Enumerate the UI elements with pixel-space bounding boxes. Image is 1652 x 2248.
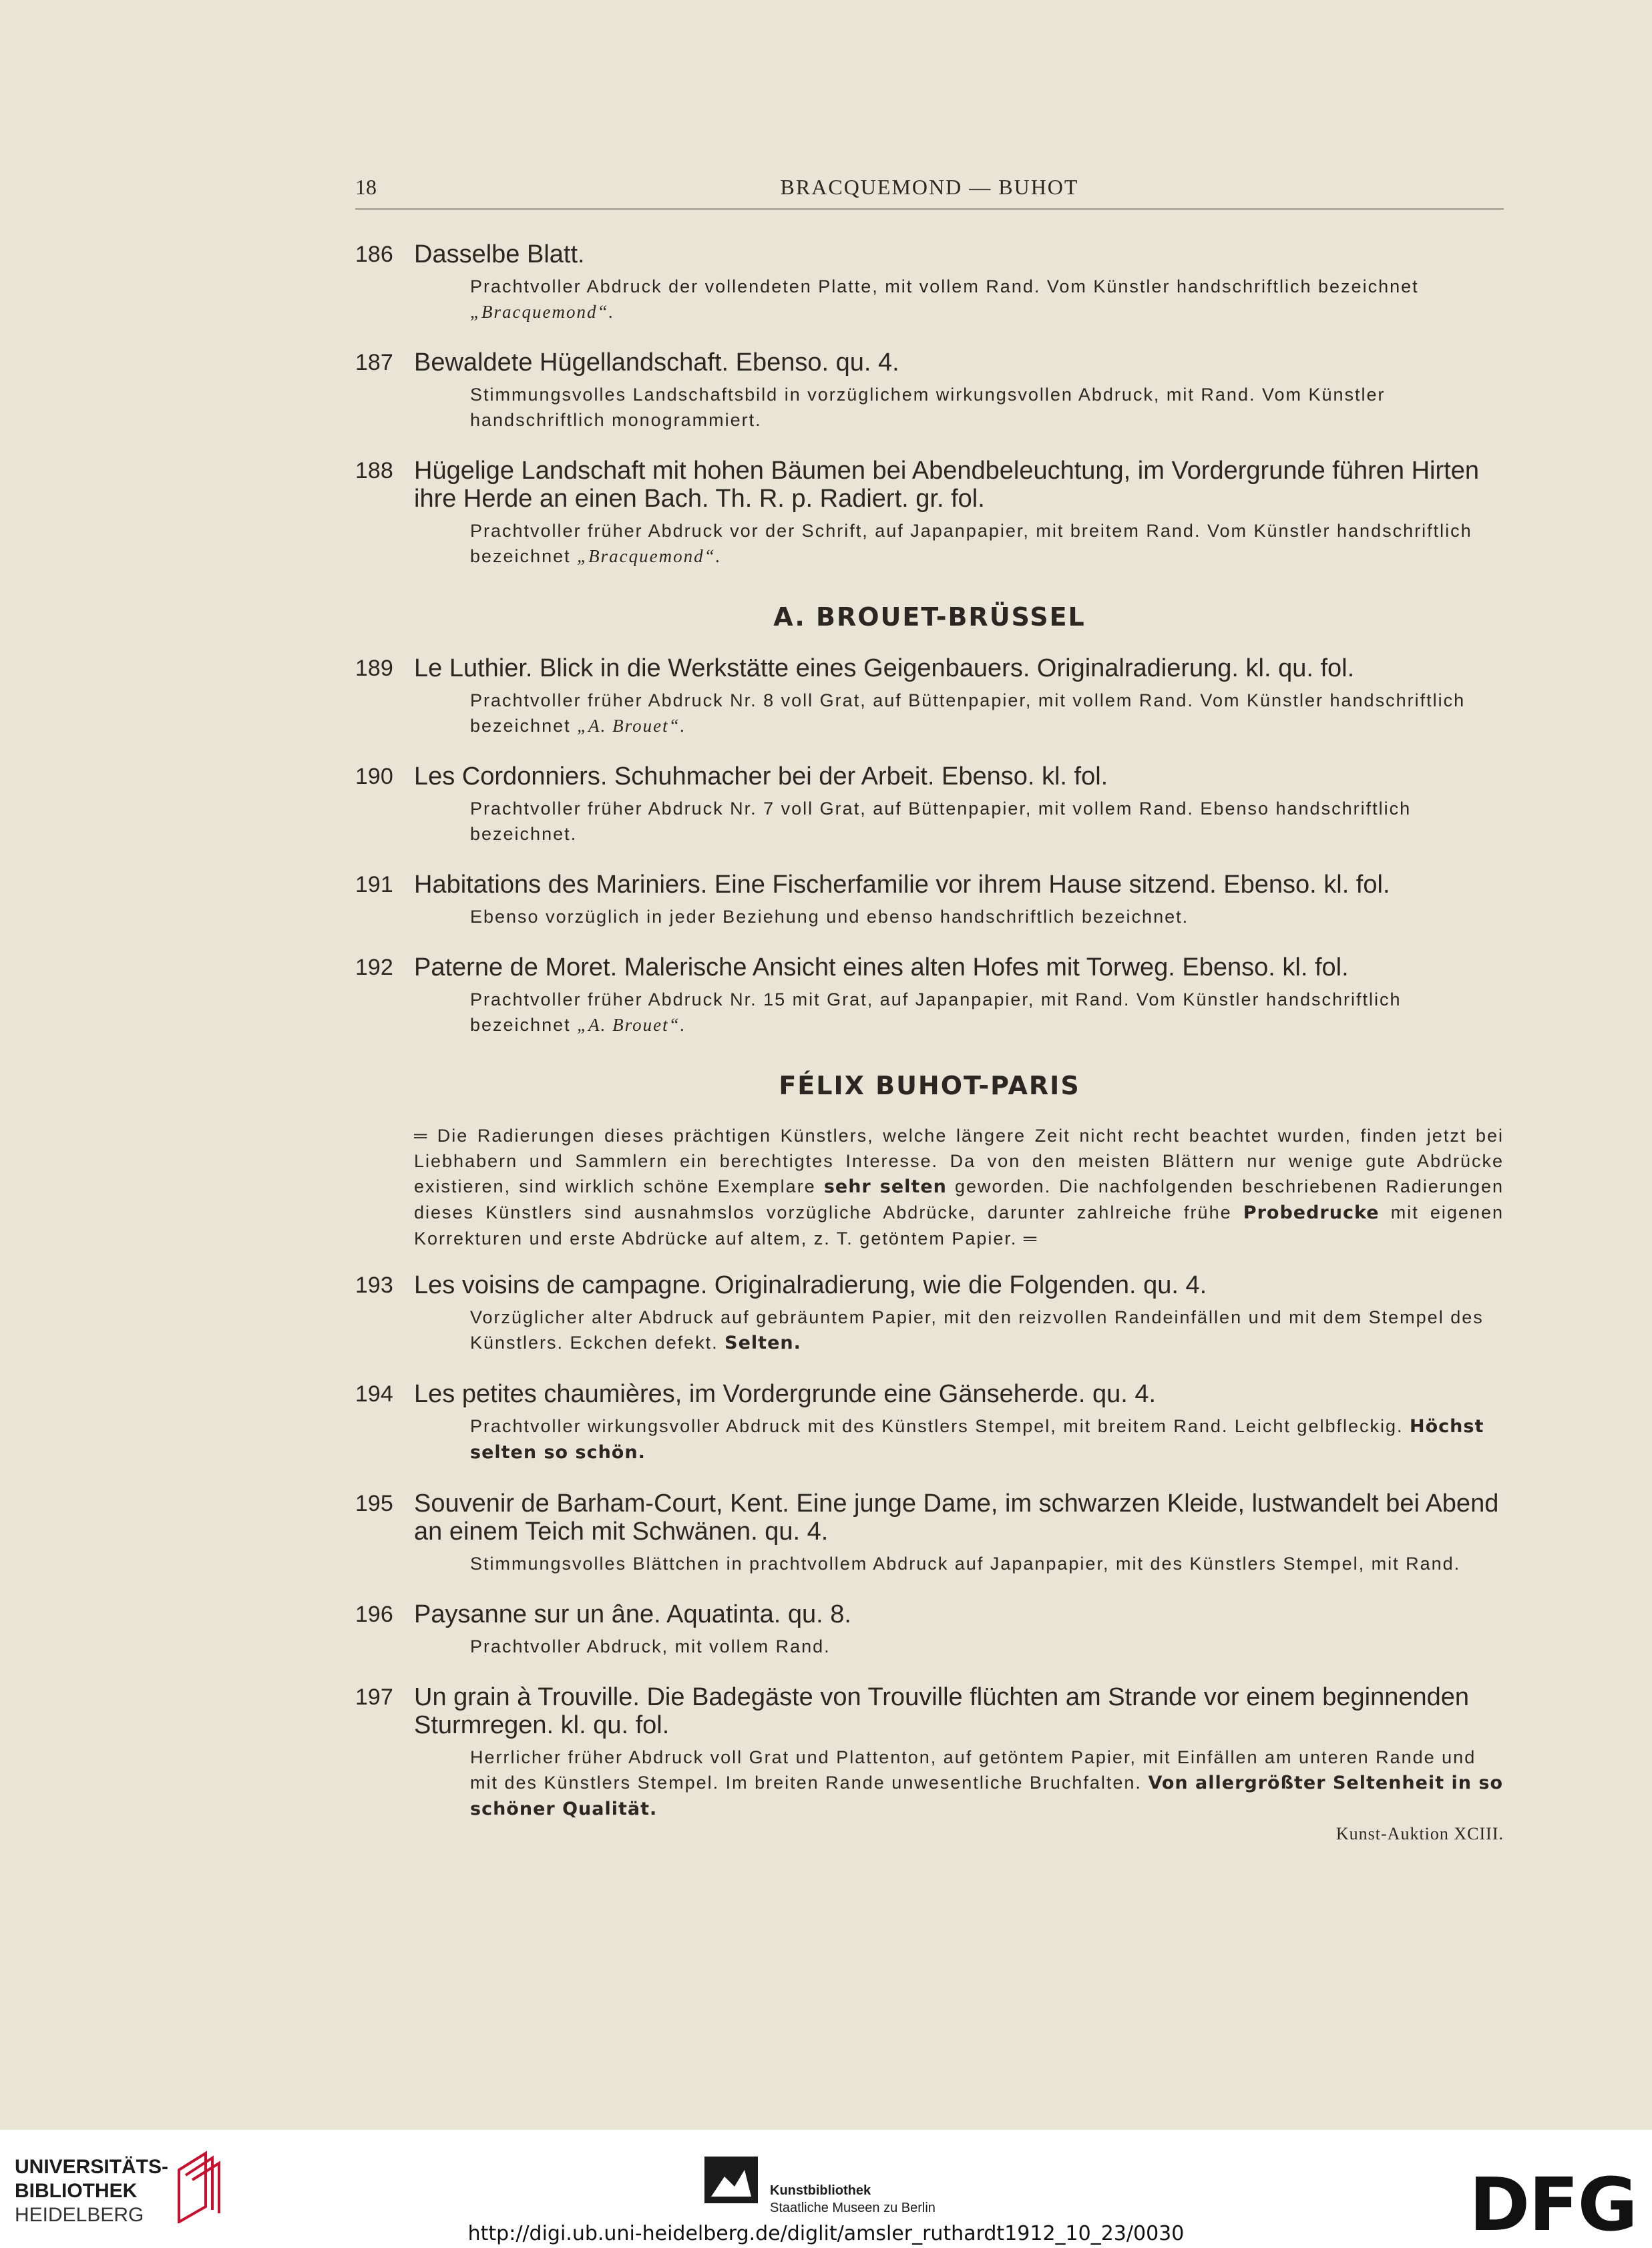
entries-brouet <box>355 654 1504 1038</box>
kunstbibliothek-logo[interactable] <box>704 2157 936 2215</box>
emphasis-text: Selten. <box>725 1333 801 1353</box>
entry-title: Un grain à Trouville. Die Badegäste von Trouville flüchten am Strande vor einem beginnenden Sturmregen. kl. qu. fol. <box>414 1683 1470 1739</box>
entry-description <box>470 1551 1504 1576</box>
entry-description <box>470 1413 1504 1466</box>
viewer-footer-bar <box>0 2130 1652 2248</box>
emphasis-text: Probedrucke <box>1243 1202 1380 1223</box>
catalog-entry <box>355 1271 1504 1356</box>
note-text: Prachtvoller Abdruck, mit vollem Rand. <box>470 1636 831 1656</box>
entry-number: 187 <box>355 350 393 375</box>
entry-number: 190 <box>355 764 393 789</box>
entry-description <box>470 1634 1504 1659</box>
entry-number: 186 <box>355 242 393 267</box>
entry-number: 189 <box>355 656 393 681</box>
ub-heidelberg-logo[interactable] <box>15 2143 235 2226</box>
ub-line2: BIBLIOTHEK <box>15 2180 138 2202</box>
entry-number: 193 <box>355 1273 393 1298</box>
note-text: Prachtvoller früher Abdruck Nr. 7 voll Grat, auf Büttenpapier, mit vollem Rand. Ebenso handschriftlich bezeichnet. <box>470 799 1412 844</box>
page-number: 18 <box>355 175 377 199</box>
catalog-entry <box>355 871 1504 929</box>
entry-title: Bewaldete Hügellandschaft. Ebenso. qu. 4. <box>414 349 899 377</box>
entry-description <box>470 1745 1504 1822</box>
entry-number: 191 <box>355 872 393 897</box>
catalog-entry <box>355 240 1504 324</box>
entry-title: Les Cordonniers. Schuhmacher bei der Arbeit. Ebenso. kl. fol. <box>414 762 1108 791</box>
catalog-entry <box>355 953 1504 1038</box>
entry-number: 196 <box>355 1602 393 1627</box>
note-text: ═ Die Radierungen dieses prächtigen Künstlers, welche längere Zeit nicht recht beachtet wurden, finden jetzt bei Liebhabern und Sammlern ein berechtigtes Interesse. Da von den meisten Blättern nur wenige gute Abdrücke existieren, sind wirklich schöne Exemplare <box>414 1126 1504 1196</box>
entry-number: 197 <box>355 1684 393 1710</box>
entry-number: 194 <box>355 1381 393 1407</box>
buhot-intro-paragraph <box>414 1123 1504 1251</box>
entry-title: Les petites chaumières, im Vordergrunde eine Gänseherde. qu. 4. <box>414 1380 1157 1408</box>
signature-text: „A. Brouet“. <box>577 716 686 736</box>
entry-title: Hügelige Landschaft mit hohen Bäumen bei Abendbeleuchtung, im Vordergrunde führen Hirten ihre Herde an einen Bach. Th. R. p. Radiert. gr. fol. <box>414 457 1479 513</box>
kunstbibliothek-text <box>770 2182 936 2217</box>
catalog-entry <box>355 1600 1504 1659</box>
dfg-logo[interactable]: DFG <box>1469 2162 1637 2247</box>
catalog-entry <box>355 349 1504 433</box>
note-text: Herrlicher früher Abdruck voll Grat und Plattenton, auf getöntem Papier, mit Einfällen am unteren Rande und mit des Künstlers Stempel. Im breiten Rande unwesentliche Bruchfalten. <box>470 1747 1476 1793</box>
entries-bracquemond <box>355 240 1504 569</box>
catalog-content <box>355 240 1504 1846</box>
entry-number: 192 <box>355 955 393 980</box>
entry-title: Dasselbe Blatt. <box>414 240 585 268</box>
emphasis-text: Höchst selten so schön. <box>470 1416 1484 1463</box>
catalog-entry <box>355 457 1504 569</box>
signature-line: Kunst-Auktion XCIII. <box>1335 1824 1504 1843</box>
section-heading-brouet: A. BROUET-BRÜSSEL <box>773 602 1086 632</box>
entry-description <box>470 382 1504 433</box>
kb-line1: Kunstbibliothek <box>770 2183 871 2198</box>
signature-text: „Bracquemond“. <box>470 302 615 322</box>
permalink-url[interactable]: http://digi.ub.uni-heidelberg.de/diglit/amsler_ruthardt1912_10_23/0030 <box>467 2222 1185 2245</box>
running-title: BRACQUEMOND — BUHOT <box>780 175 1079 199</box>
entry-title: Souvenir de Barham-Court, Kent. Eine junge Dame, im schwarzen Kleide, lustwandelt bei Abend an einem Teich mit Schwänen. qu. 4. <box>414 1490 1499 1546</box>
entry-title: Paterne de Moret. Malerische Ansicht eines alten Hofes mit Torweg. Ebenso. kl. fol. <box>414 953 1349 981</box>
emphasis-text: Von allergrößter Seltenheit in so schöner Qualität. <box>470 1773 1503 1819</box>
catalog-entry <box>355 762 1504 847</box>
catalog-entry <box>355 654 1504 738</box>
note-text: Stimmungsvolles Blättchen in prachtvollem Abdruck auf Japanpapier, mit des Künstlers Stempel, mit Rand. <box>470 1554 1461 1574</box>
kunstbibliothek-logo-icon <box>704 2157 758 2203</box>
signature-text: „A. Brouet“. <box>577 1015 686 1035</box>
note-text: Prachtvoller früher Abdruck Nr. 8 voll Grat, auf Büttenpapier, mit vollem Rand. Vom Künstler handschriftlich bezeichnet <box>470 690 1466 736</box>
kb-line2: Staatliche Museen zu Berlin <box>770 2201 936 2215</box>
entry-description <box>470 1305 1504 1356</box>
entry-description <box>470 688 1504 738</box>
entry-title: Le Luthier. Blick in die Werkstätte eines Geigenbauers. Originalradierung. kl. qu. fol. <box>414 654 1355 682</box>
note-text: Prachtvoller früher Abdruck Nr. 15 mit Grat, auf Japanpapier, mit Rand. Vom Künstler handschriftlich bezeichnet <box>470 989 1402 1035</box>
catalog-entry <box>355 1683 1504 1822</box>
note-text: Vorzüglicher alter Abdruck auf gebräuntem Papier, mit den reizvollen Randeinfällen und mit dem Stempel des Künstlers. Eckchen defekt. <box>470 1307 1484 1353</box>
entries-buhot <box>355 1271 1504 1822</box>
note-text: Prachtvoller Abdruck der vollendeten Platte, mit vollem Rand. Vom Künstler handschriftlich bezeichnet <box>470 276 1419 296</box>
entry-description <box>470 796 1504 847</box>
entry-description <box>470 904 1504 929</box>
section-heading-buhot: FÉLIX BUHOT-PARIS <box>779 1071 1080 1100</box>
entry-title: Paysanne sur un âne. Aquatinta. qu. 8. <box>414 1600 851 1628</box>
note-text: Stimmungsvolles Landschaftsbild in vorzüglichem wirkungsvollen Abdruck, mit Rand. Vom Künstler handschriftlich monogrammiert. <box>470 385 1386 430</box>
ub-line1: UNIVERSITÄTS- <box>15 2156 169 2178</box>
entry-description <box>470 987 1504 1038</box>
catalog-entry <box>355 1380 1504 1466</box>
page-header <box>355 175 1504 210</box>
entry-description <box>470 274 1504 324</box>
entry-number: 195 <box>355 1491 393 1516</box>
ub-line3: HEIDELBERG <box>15 2204 144 2226</box>
catalog-entry <box>355 1490 1504 1576</box>
entry-number: 188 <box>355 458 393 483</box>
ub-logo-text <box>15 2155 168 2227</box>
entry-title: Habitations des Mariniers. Eine Fischerfamilie vor ihrem Hause sitzend. Ebenso. kl. fol. <box>414 871 1390 899</box>
note-text: mit eigenen Korrekturen und erste Abdrücke auf altem, z. T. getöntem Papier. ═ <box>414 1202 1504 1249</box>
note-text: Prachtvoller früher Abdruck vor der Schrift, auf Japanpapier, mit breitem Rand. Vom Künstler handschriftlich bezeichnet <box>470 521 1472 566</box>
ub-heidelberg-logo-icon <box>166 2143 239 2223</box>
note-text: geworden. Die nachfolgenden beschriebenen Radierungen dieses Künstlers sind ausnahmslos vorzügliche Abdrücke, darunter zahlreiche frühe <box>414 1176 1504 1222</box>
entry-description <box>470 518 1504 569</box>
note-text: Prachtvoller wirkungsvoller Abdruck mit des Künstlers Stempel, mit breitem Rand. Leicht gelbfleckig. <box>470 1416 1410 1436</box>
emphasis-text: sehr selten <box>823 1176 947 1197</box>
signature-text: „Bracquemond“. <box>577 546 722 566</box>
note-text: Ebenso vorzüglich in jeder Beziehung und ebenso handschriftlich bezeichnet. <box>470 907 1189 927</box>
entry-title: Les voisins de campagne. Originalradierung, wie die Folgenden. qu. 4. <box>414 1271 1207 1299</box>
